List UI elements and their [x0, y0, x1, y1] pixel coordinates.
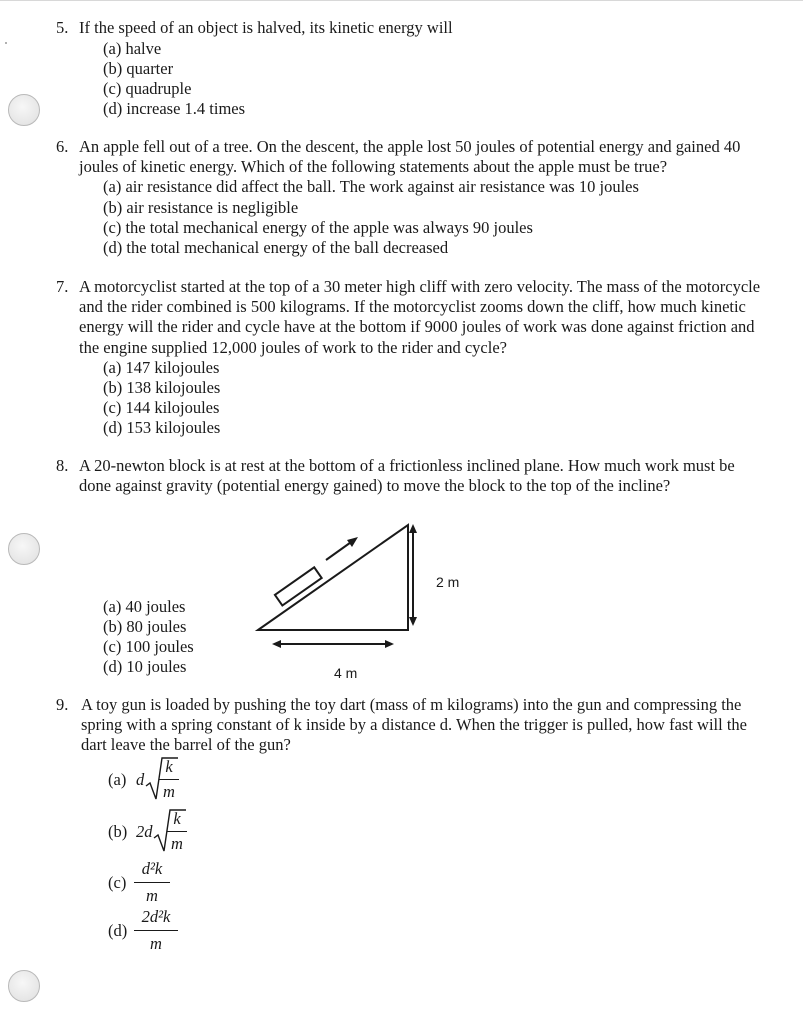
option-d: (d) the total mechanical energy of the ball decreased [103, 238, 449, 257]
question-number: 7. [56, 277, 69, 296]
numerator: 2d²k [141, 907, 171, 926]
numerator: d²k [141, 859, 163, 878]
option-a: (a) halve [103, 39, 162, 58]
question-text-line-3: dart leave the barrel of the gun? [81, 735, 291, 754]
question-text-line-2: and the rider combined is 500 kilograms. If the motorcyclist zooms down the cliff, how much kinetic [79, 297, 746, 316]
option-b: (b) 80 joules [103, 617, 187, 636]
question-number: 5. [56, 18, 69, 37]
question-text-line-1: A motorcyclist started at the top of a 30 meter high cliff with zero velocity. The mass of the motorcycle [79, 277, 761, 296]
question-text-line-3: energy will the rider and cycle have at the bottom if 9000 joules of work was done against friction and [79, 317, 755, 336]
question-text-line-1: An apple fell out of a tree. On the descent, the apple lost 50 joules of potential energy and gained 40 [79, 137, 741, 156]
option-c: (c) the total mechanical energy of the apple was always 90 joules [103, 218, 533, 237]
block [275, 567, 322, 605]
coefficient: d [136, 770, 145, 789]
question-number: 8. [56, 456, 69, 475]
question-text-line-1: A toy gun is loaded by pushing the toy dart (mass of m kilograms) into the gun and compressing the [81, 695, 742, 714]
numerator: k [173, 809, 181, 828]
option-d: (d) increase 1.4 times [103, 99, 246, 118]
option-c: (c) 100 joules [103, 637, 194, 656]
numerator: k [165, 757, 173, 776]
option-label: (a) [108, 770, 127, 789]
option-label: (c) [108, 873, 127, 892]
option-a: (a) air resistance did affect the ball. The work against air resistance was 10 joules [103, 177, 639, 196]
option-label: (b) [108, 822, 128, 841]
option-b: (b) 138 kilojoules [103, 378, 221, 397]
option-a: (a) 147 kilojoules [103, 358, 220, 377]
denominator: m [163, 782, 175, 801]
denominator: m [146, 886, 158, 905]
fraction-bar [159, 779, 179, 780]
height-arrow-up [409, 524, 417, 533]
incline-triangle [258, 525, 408, 630]
question-number: 9. [56, 695, 69, 714]
question-number: 6. [56, 137, 69, 156]
speck [5, 42, 7, 44]
option-label: (d) [108, 921, 128, 940]
option-c: (c) quadruple [103, 79, 192, 98]
fraction-bar [134, 882, 170, 883]
question-text-line-2: spring with a spring constant of k inside by a distance d. When the trigger is pulled, how fast will the [81, 715, 747, 734]
page-top-edge [0, 0, 803, 1]
binder-hole-top [8, 94, 40, 126]
option-b: (b) quarter [103, 59, 174, 78]
question-text-line-1: A 20-newton block is at rest at the bottom of a frictionless inclined plane. How much work must be [79, 456, 735, 475]
base-label: 4 m [334, 665, 358, 681]
option-b: (b) air resistance is negligible [103, 198, 299, 217]
binder-hole-middle [8, 533, 40, 565]
binder-hole-bottom [8, 970, 40, 1002]
denominator: m [150, 934, 162, 953]
option-a: (a) 40 joules [103, 597, 186, 616]
denominator: m [171, 834, 183, 853]
base-arrow-left [272, 640, 281, 648]
base-arrow-right [385, 640, 394, 648]
question-text-line-2: joules of kinetic energy. Which of the following statements about the apple must be true? [79, 157, 668, 176]
fraction-bar [134, 930, 178, 931]
height-arrow-down [409, 617, 417, 626]
fraction-bar [167, 831, 187, 832]
option-d: (d) 10 joules [103, 657, 187, 676]
incline-diagram [250, 520, 480, 690]
question-text-line-4: the engine supplied 12,000 joules of work to the rider and cycle? [79, 338, 507, 357]
option-c: (c) 144 kilojoules [103, 398, 220, 417]
coefficient: 2d [136, 822, 153, 841]
question-text-line-2: done against gravity (potential energy gained) to move the block to the top of the incline? [79, 476, 671, 495]
question-text: If the speed of an object is halved, its kinetic energy will [79, 18, 453, 37]
option-d: (d) 153 kilojoules [103, 418, 221, 437]
height-label: 2 m [436, 574, 460, 590]
motion-arrow-head [347, 537, 358, 547]
